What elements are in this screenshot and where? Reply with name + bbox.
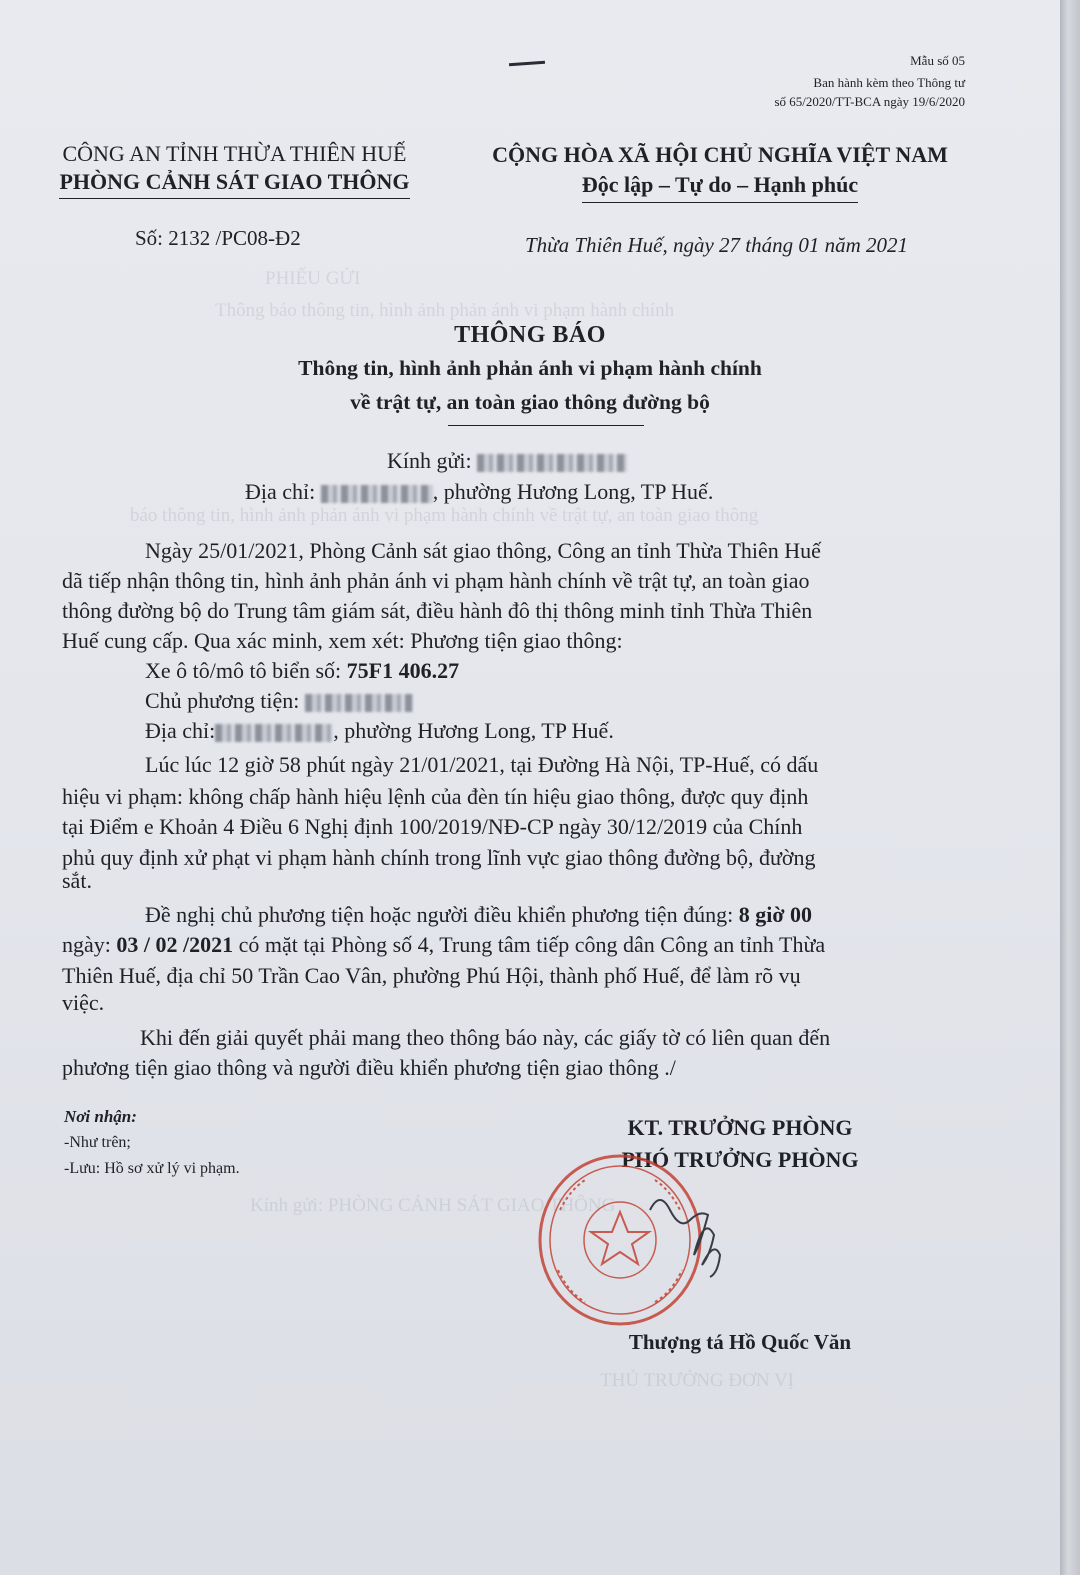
body-line: thông đường bộ do Trung tâm giám sát, điều hành đô thị thông minh tỉnh Thừa Thiên	[62, 598, 813, 623]
form-number: Mẫu số 05	[910, 53, 965, 68]
form-circular: số 65/2020/TT-BCA ngày 19/6/2020	[774, 94, 965, 109]
pen-mark	[509, 61, 545, 67]
body-line: Ngày 25/01/2021, Phòng Cảnh sát giao thông, Công an tỉnh Thừa Thiên Huế	[145, 538, 821, 563]
body-line: hiệu vi phạm: không chấp hành hiệu lệnh của đèn tín hiệu giao thông, được quy định	[62, 784, 809, 809]
document-number: Số: 2132 /PC08-Đ2	[135, 226, 301, 250]
owner-line	[145, 688, 413, 714]
place-date: Thừa Thiên Huế, ngày 27 tháng 01 năm 2021	[525, 233, 909, 257]
title-rule	[448, 425, 644, 426]
appointment-place: có mặt tại Phòng số 4, Trung tâm tiếp công dân Công an tỉnh Thừa	[238, 932, 826, 957]
recipient-address-label: Địa chỉ:	[245, 479, 316, 504]
appointment-date-label: ngày:	[62, 932, 111, 957]
body-line: việc.	[62, 990, 105, 1015]
body-line: phủ quy định xử phạt vi phạm hành chính trong lĩnh vực giao thông đường bộ, đường	[62, 845, 816, 870]
vehicle-line	[145, 658, 459, 684]
distribution-item: -Như trên;	[64, 1134, 131, 1151]
body-line: Thiên Huế, địa chỉ 50 Trần Cao Vân, phường Phú Hội, thành phố Huế, để làm rõ vụ	[62, 963, 801, 988]
body-line: tại Điểm e Khoản 4 Điều 6 Nghị định 100/2019/NĐ-CP ngày 30/12/2019 của Chính	[62, 814, 803, 839]
redacted-owner-address	[215, 724, 333, 742]
vehicle-label: Xe ô tô/mô tô biển số:	[145, 658, 342, 683]
redacted-recipient	[477, 454, 627, 472]
signature-title-1: KT. TRƯỞNG PHÒNG	[627, 1115, 853, 1140]
nation-line-2: Độc lập – Tự do – Hạnh phúc	[460, 170, 980, 203]
body-line: Lúc lúc 12 giờ 58 phút ngày 21/01/2021, tại Đường Hà Nội, TP-Huế, có dấu	[145, 752, 819, 777]
body-line: Khi đến giải quyết phải mang theo thông báo này, các giấy tờ có liên quan đến	[140, 1025, 831, 1050]
document-subtitle-2: về trật tự, an toàn giao thông đường bộ	[350, 390, 710, 414]
body-line: dã tiếp nhận thông tin, hình ảnh phản ánh vi phạm hành chính về trật tự, an toàn giao	[62, 568, 810, 593]
document-subtitle-1: Thông tin, hình ảnh phản ánh vi phạm hành chính	[298, 356, 762, 380]
appointment-line-1	[145, 902, 812, 928]
official-seal-icon	[520, 1140, 760, 1340]
owner-address-tail: , phường Hương Long, TP Huế.	[333, 718, 614, 743]
appointment-time: 8 giờ 00	[738, 902, 812, 927]
signature-title-2: PHÓ TRƯỞNG PHÒNG	[621, 1147, 859, 1172]
recipient-address-line	[245, 479, 713, 505]
form-issued-by: Ban hành kèm theo Thông tư	[813, 75, 965, 90]
nation-line-1: CỘNG HÒA XÃ HỘI CHỦ NGHĨA VIỆT NAM	[492, 142, 948, 167]
document-page: PHIẾU GỬI Thông báo thông tin, hình ảnh phản ánh vi phạm hành chính báo thông tin, hình ảnh phản ánh vi phạm hành chính về trật tự, an toàn giao thông Kính gửi: PHÒNG CẢNH SÁT GIAO THÔNG THỦ TRƯỞNG ĐƠN VỊ Mẫu số 05 Ban hành kèm theo Thông tư số 65/2020/TT-BCA ngày 19/6/2020 CÔNG AN TỈNH THỪA THIÊN HUẾ PHÒNG CẢNH SÁT GIAO THÔNG CỘNG HÒA XÃ HỘI CHỦ NGHĨA VIỆT NAM Độc lập – Tự do – Hạnh phúc Số: 2132 /PC08-Đ2 Thừa Thiên Huế, ngày 27 tháng 01 năm 2021 THÔNG BÁO Thông tin, hình ảnh phản ánh vi phạm hành chính về trật tự, an toàn giao thông đường bộ Kính gửi: Địa chỉ: , phường Hương Long, TP Huế. Ngày 25/01/2021, Phòng Cảnh sát giao thông, Công an tỉnh Thừa Thiên Huế dã tiếp nhận thông tin, hình ảnh phản ánh vi phạm hành chính về trật tự, an toàn giao thông đường bộ do Trung tâm giám sát, điều hành đô thị thông minh tỉnh Thừa Thiên Huế cung cấp. Qua xác minh, xem xét: Phương tiện giao thông: Xe ô tô/mô tô biển số: 75F1 406.27 Chủ phương tiện: Địa chỉ: , phường Hương Long, TP Huế. Lúc lúc 12 giờ 58 phút ngày 21/01/2021, tại Đường Hà Nội, TP-Huế, có dấu hiệu vi phạm: không chấp hành hiệu lệnh của đèn tín hiệu giao thông, được quy định tại Điểm e Khoản 4 Điều 6 Nghị định 100/2019/NĐ-CP ngày 30/12/2019 của Chính phủ quy định xử phạt vi phạm hành chính trong lĩnh vực giao thông đường bộ, đường sắt. Đề nghị chủ phương tiện hoặc người điều khiển phương tiện đúng: 8 giờ 00 ngày: 03 / 02 /2021 có mặt tại Phòng số 4, Trung tâm tiếp công dân Công an tỉnh Thừa Thiên Huế, địa chỉ 50 Trần Cao Vân, phường Phú Hội, thành phố Huế, để làm rõ vụ việc. Khi đến giải quyết phải mang theo thông báo này, các giấy tờ có liên quan đến phương tiện giao thông và người điều khiển phương tiện giao thông ./ Nơi nhận: -Như trên; -Lưu: Hồ sơ xử lý vi phạm. KT. TRƯỞNG PHÒNG PHÓ TRƯỞNG PHÒNG Thượng tá Hồ Quốc Văn	[0, 0, 1060, 1575]
recipient-line	[387, 448, 627, 474]
body-line: Huế cung cấp. Qua xác minh, xem xét: Phương tiện giao thông:	[62, 628, 623, 653]
org-line-2: PHÒNG CẢNH SÁT GIAO THÔNG	[42, 168, 427, 199]
org-line-1: CÔNG AN TỈNH THỪA THIÊN HUẾ	[62, 141, 407, 166]
redacted-address	[321, 485, 433, 503]
body-line: phương tiện giao thông và người điều khiển phương tiện giao thông ./	[62, 1055, 676, 1080]
page-edge	[1060, 0, 1080, 1575]
owner-label: Chủ phương tiện:	[145, 688, 300, 713]
owner-address-line	[145, 718, 614, 744]
recipient-address-tail: , phường Hương Long, TP Huế.	[432, 479, 714, 504]
signer-name: Thượng tá Hồ Quốc Văn	[628, 1330, 852, 1354]
license-plate: 75F1 406.27	[346, 658, 460, 683]
document-title: THÔNG BÁO	[454, 322, 606, 348]
distribution-heading: Nơi nhận:	[64, 1107, 137, 1126]
distribution-item: -Lưu: Hồ sơ xử lý vi phạm.	[64, 1160, 240, 1177]
distribution-list	[64, 1104, 240, 1182]
owner-address-label: Địa chỉ:	[145, 718, 216, 743]
organization-block	[42, 140, 427, 199]
body-line: sắt.	[62, 868, 92, 893]
nation-block	[460, 140, 980, 203]
appointment-date: 03 / 02 /2021	[116, 932, 234, 957]
redacted-owner	[305, 694, 413, 712]
appointment-line-2	[62, 932, 825, 958]
recipient-label: Kính gửi:	[387, 448, 472, 473]
appointment-text: Đề nghị chủ phương tiện hoặc người điều khiển phương tiện đúng:	[145, 902, 734, 927]
